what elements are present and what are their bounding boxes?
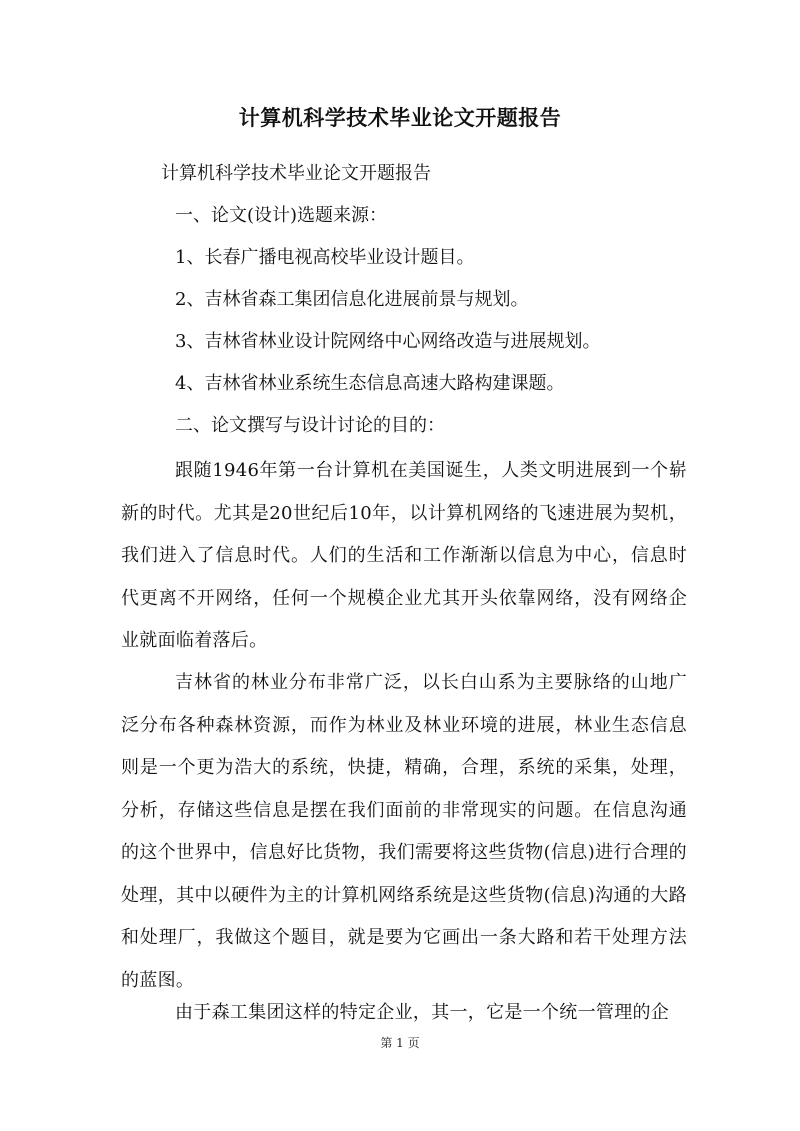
body-paragraph-1: 跟随1946年第一台计算机在美国诞生，人类文明进展到一个崭新的时代。尤其是20世纪后10年，以计算机网络的飞速进展为契机，我们进入了信息时代。人们的生活和工作渐渐以信息为中心，信息时代更离不开网络，任何一个规模企业尤其开头依靠网络，没有网络企业就面临着落后。 — [121, 460, 687, 651]
page-number: 第 1 页 — [380, 1036, 420, 1050]
source-item-2: 2、吉林省森工集团信息化进展前景与规划。 — [175, 289, 529, 310]
section-heading-purpose: 二、论文撰写与设计讨论的目的： — [175, 415, 445, 436]
section-heading-source: 一、论文(设计)选题来源： — [175, 205, 388, 226]
document-title: 计算机科学技术毕业论文开题报告 — [238, 105, 562, 130]
document-subtitle: 计算机科学技术毕业论文开题报告 — [161, 163, 431, 184]
source-item-4: 4、吉林省林业系统生态信息高速大路构建课题。 — [175, 373, 565, 394]
source-item-1: 1、长春广播电视高校毕业设计题目。 — [175, 247, 475, 268]
source-item-3: 3、吉林省林业设计院网络中心网络改造与进展规划。 — [175, 331, 601, 352]
body-paragraph-2: 吉林省的林业分布非常广泛，以长白山系为主要脉络的山地广泛分布各种森林资源，而作为林业及林业环境的进展，林业生态信息则是一个更为浩大的系统，快捷，精确，合理，系统的采集，处理，分析，存储这些信息是摆在我们面前的非常现实的问题。在信息沟通的这个世界中，信息好比货物，我们需要将这些货物(信息)进行合理的处理，其中以硬件为主的计算机网络系统是这些货物(信息)沟通的大路和处理厂，我做这个题目，就是要为它画出一条大路和若干处理方法的蓝图。 — [121, 672, 687, 991]
body-paragraph-3: 由于森工集团这样的特定企业，其一，它是一个统一管理的企 — [175, 1002, 670, 1023]
